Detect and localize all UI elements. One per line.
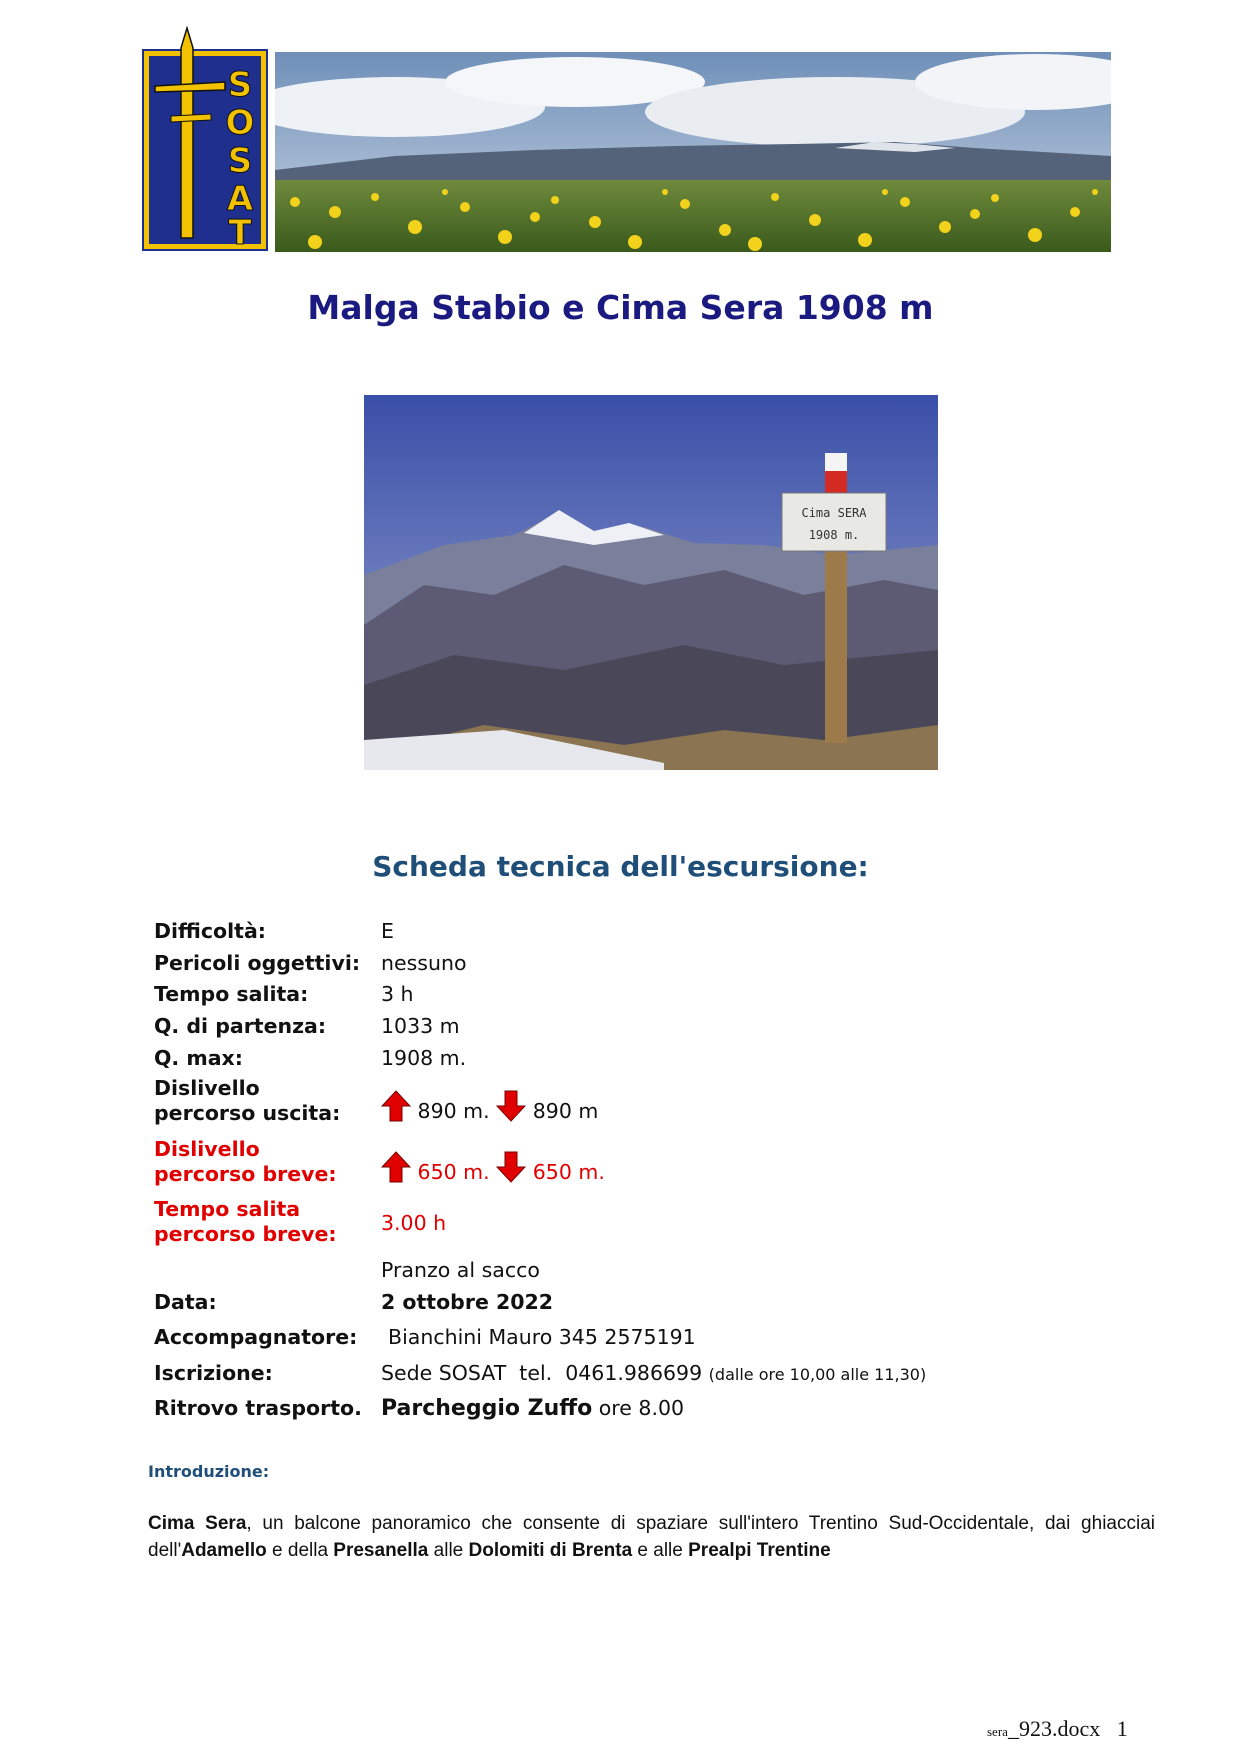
intro-bold: Adamello (181, 1540, 267, 1561)
short-route-gain-value (381, 1151, 605, 1185)
logo-letter: S (227, 141, 253, 181)
logo-letter: T (228, 213, 252, 252)
short-route-time-value: 3.00 h (381, 1211, 447, 1235)
intro-bold: Prealpi Trentine (688, 1540, 831, 1561)
short-route-gain-label (154, 1137, 337, 1187)
short-route-time-label (154, 1197, 337, 1247)
elevation-down-value: 890 m (532, 1099, 599, 1123)
page-title: Malga Stabio e Cima Sera 1908 m (307, 288, 934, 327)
intro-paragraph (148, 1510, 1155, 1564)
intro-bold: Presanella (333, 1540, 429, 1561)
date-value: 2 ottobre 2022 (381, 1290, 554, 1314)
sign-line-1: Cima SERA (801, 506, 867, 520)
intro-text: e alle (632, 1540, 689, 1561)
short-route-gain-label-line2: percorso breve: (154, 1162, 337, 1186)
footer-page-number: 1 (1116, 1716, 1128, 1741)
intro-text: e della (266, 1540, 334, 1561)
sign-line-2: 1908 m. (808, 528, 860, 542)
ascent-time-value: 3 h (381, 982, 414, 1006)
intro-heading: Introduzione: (148, 1462, 270, 1481)
guide-value: Bianchini Mauro 345 2575191 (388, 1325, 696, 1349)
logo-letter: O (225, 103, 255, 143)
footer-file-prefix: sera (987, 1724, 1008, 1739)
start-altitude-value: 1033 m (381, 1014, 460, 1038)
registration-hours: (dalle ore 10,00 alle 11,30) (708, 1365, 927, 1384)
short-route-time-label-line1: Tempo salita (154, 1197, 301, 1221)
elevation-gain-label (154, 1076, 340, 1126)
intro-bold: Dolomiti di Brenta (468, 1540, 633, 1561)
registration-value (381, 1361, 926, 1387)
logo-letter: A (226, 179, 254, 219)
page-footer (987, 1716, 1128, 1742)
short-route-time-label-line2: percorso breve: (154, 1222, 337, 1246)
header-banner-image (275, 52, 1111, 252)
difficulty-label: Difficoltà: (154, 919, 266, 943)
arrow-up-icon (381, 1090, 411, 1122)
meeting-place: Parcheggio Zuffo (381, 1396, 593, 1421)
registration-phone: Sede SOSAT tel. 0461.986699 (381, 1361, 703, 1385)
max-altitude-label: Q. max: (154, 1046, 243, 1070)
summit-photo (364, 395, 938, 770)
max-altitude-value: 1908 m. (381, 1046, 467, 1070)
meeting-point-label: Ritrovo trasporto. (154, 1396, 362, 1420)
intro-text: , un balcone panoramico che consente di spaziare sull'intero Trentino Sud-Occidentale, dai ghiacciai dell' (148, 1513, 1155, 1561)
meeting-point-value (381, 1396, 684, 1421)
intro-text: alle (428, 1540, 469, 1561)
date-label: Data: (154, 1290, 217, 1314)
start-altitude-label: Q. di partenza: (154, 1014, 327, 1038)
section-title: Scheda tecnica dell'escursione: (372, 850, 869, 883)
registration-label: Iscrizione: (154, 1361, 273, 1385)
elevation-up-value: 890 m. (417, 1099, 490, 1123)
meeting-time: ore 8.00 (598, 1396, 685, 1420)
arrow-down-icon (496, 1151, 526, 1183)
footer-file-suffix: _923.docx (1007, 1716, 1101, 1741)
guide-label: Accompagnatore: (154, 1325, 358, 1349)
sosat-logo (141, 26, 269, 252)
arrow-up-icon (381, 1151, 411, 1183)
elevation-gain-label-line2: percorso uscita: (154, 1101, 341, 1125)
difficulty-value: E (381, 919, 394, 943)
elevation-gain-value (381, 1090, 598, 1124)
short-route-gain-label-line1: Dislivello (154, 1137, 260, 1161)
lunch-note: Pranzo al sacco (381, 1258, 540, 1282)
ascent-time-label: Tempo salita: (154, 982, 309, 1006)
short-route-up-value: 650 m. (417, 1160, 490, 1184)
logo-letter: S (227, 65, 253, 105)
short-route-down-value: 650 m. (532, 1160, 605, 1184)
elevation-gain-label-line1: Dislivello (154, 1076, 260, 1100)
hazards-label: Pericoli oggettivi: (154, 951, 361, 975)
arrow-down-icon (496, 1090, 526, 1122)
hazards-value: nessuno (381, 951, 467, 975)
intro-bold: Cima Sera (148, 1513, 247, 1534)
